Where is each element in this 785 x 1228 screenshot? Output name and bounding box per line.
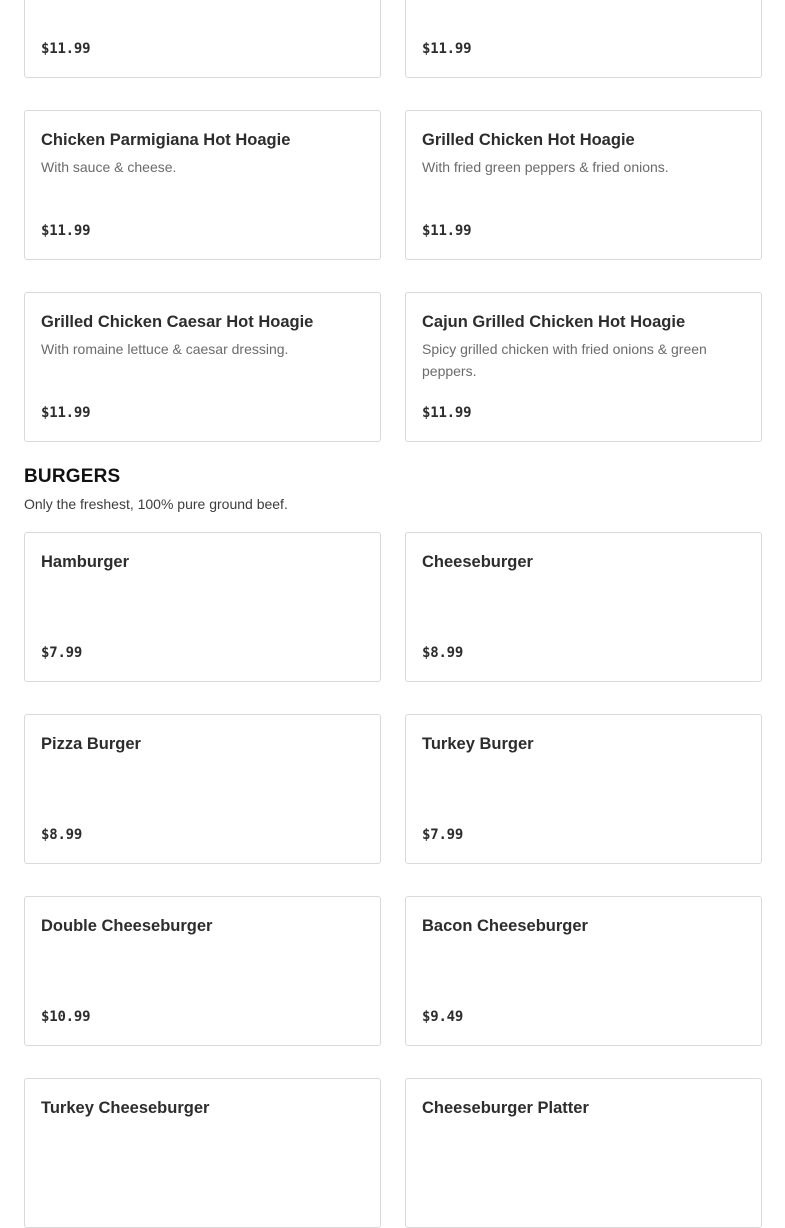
menu-item-card[interactable] xyxy=(24,532,381,682)
item-name: Cheeseburger xyxy=(422,553,533,571)
item-name: Grilled Chicken Caesar Hot Hoagie xyxy=(41,313,314,331)
menu-item-card[interactable] xyxy=(24,292,381,442)
item-name: Cajun Grilled Chicken Hot Hoagie xyxy=(422,313,686,331)
item-description: With fried green peppers & fried onions. xyxy=(422,159,669,175)
item-name: Cheeseburger Platter xyxy=(422,1099,589,1117)
item-price: $11.99 xyxy=(41,223,91,239)
section-title: BURGERS xyxy=(24,466,121,487)
item-name: Turkey Cheeseburger xyxy=(41,1099,210,1117)
menu-item-card[interactable] xyxy=(24,714,381,864)
section-subtitle: Only the freshest, 100% pure ground beef. xyxy=(24,496,288,512)
item-price: $7.99 xyxy=(41,645,83,661)
menu-item-card[interactable] xyxy=(405,292,762,442)
item-name: Grilled Chicken Hot Hoagie xyxy=(422,131,635,149)
menu-item-card[interactable] xyxy=(405,714,762,864)
menu-item-card[interactable] xyxy=(405,532,762,682)
item-description: With sauce & cheese. xyxy=(41,159,177,175)
item-description: With romaine lettuce & caesar dressing. xyxy=(41,341,289,357)
item-price: $11.99 xyxy=(422,405,472,421)
menu-item-card[interactable] xyxy=(24,896,381,1046)
item-price: $7.99 xyxy=(422,827,464,843)
item-price: $8.99 xyxy=(41,827,83,843)
item-name: Bacon Cheeseburger xyxy=(422,917,588,935)
menu-item-card[interactable] xyxy=(405,0,762,78)
menu-item-card[interactable] xyxy=(405,896,762,1046)
menu-item-card[interactable] xyxy=(24,0,381,78)
item-price: $11.99 xyxy=(422,41,472,57)
item-name: Pizza Burger xyxy=(41,735,141,753)
menu-item-card[interactable] xyxy=(405,1078,762,1228)
item-price: $10.99 xyxy=(41,1009,91,1025)
item-name: Hamburger xyxy=(41,553,130,571)
item-description: Spicy grilled chicken with fried onions & green peppers. xyxy=(422,341,707,379)
menu-item-card[interactable] xyxy=(24,1078,381,1228)
item-name: Chicken Parmigiana Hot Hoagie xyxy=(41,131,291,149)
item-price: $8.99 xyxy=(422,645,464,661)
menu-item-card[interactable] xyxy=(405,110,762,260)
item-price: $11.99 xyxy=(41,41,91,57)
item-name: Double Cheeseburger xyxy=(41,917,213,935)
menu-item-card[interactable] xyxy=(24,110,381,260)
item-price: $11.99 xyxy=(41,405,91,421)
item-price: $11.99 xyxy=(422,223,472,239)
item-name: Turkey Burger xyxy=(422,735,534,753)
item-price: $9.49 xyxy=(422,1009,464,1025)
